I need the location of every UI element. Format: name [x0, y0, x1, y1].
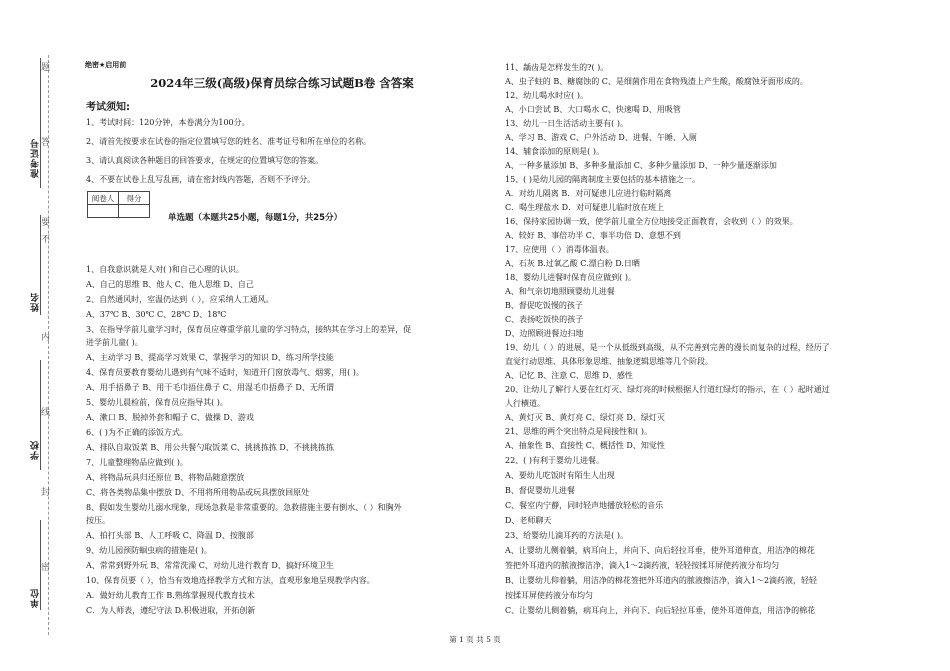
question-line: 进学前儿童( )。	[86, 338, 143, 347]
question-line: A、和气亲切地照顾婴幼儿进餐	[505, 287, 615, 296]
question-line: 4、保育员要教育婴幼儿遇到有气味不适时，知道开门窗放毒气、烟雾，用( )。	[86, 368, 364, 377]
question-line: 9、幼儿园预防蛔虫病的措施是( )。	[86, 546, 212, 555]
question-line: A、虫子蛀的 B、糖腐蚀的 C、是细菌作用在食物残渣上产生酸，酸腐蚀牙面形成的。	[505, 77, 808, 86]
question-line: C、让婴幼儿侧着躺，病耳向上，并向下、向后轻拉耳垂，使外耳道伸直，用洁净的棉花	[505, 606, 816, 615]
question-line: A、一种多量添加 B、多种多量添加 C、多种少量添加 D、一种少量逐渐添加	[505, 161, 777, 170]
question-line: C．喝生理盐水 D．对可疑患儿临时放在班上	[505, 203, 665, 212]
question-line: A、将物品玩具归还原位 B、将物品随意摆放	[86, 473, 245, 482]
question-line: A、要幼儿吃饭时有陌生人出现	[505, 471, 615, 480]
question-line: 3、在指导学前儿童学习时，保育员应尊重学前儿童的学习特点，接纳其在学习上的差异，促	[86, 325, 412, 334]
question-line: A、拍打头部 B、人工呼吸 C、降温 D、按腹部	[86, 531, 254, 540]
question-line: 6、( )为不正确的添饭方式。	[86, 428, 188, 437]
question-line: C．为人师表，遵纪守法 D.积极进取，开拓创新	[86, 606, 256, 615]
name-label: 姓名	[31, 292, 41, 312]
question-line: 5、婴幼儿晨检前，保育员应指导其( )。	[86, 398, 228, 407]
question-line: A、用手捂鼻子 B、用干毛巾捂住鼻子 C、用湿毛巾捂鼻子 D、无所谓	[86, 383, 334, 392]
question-line: 13、幼儿一日生活活动主要有( )。	[505, 119, 628, 128]
question-line: 23、给婴幼儿滴耳药的方法是( )。	[505, 531, 628, 540]
seal-char: 内	[41, 333, 51, 343]
exam-number-underline	[40, 58, 41, 188]
grader-label: 阅卷人	[88, 192, 119, 205]
question-line: A、自己的思维 B、他人 C、他人思维 D、自己	[86, 280, 254, 289]
question-line: D、边照顾进餐边扫地	[505, 329, 584, 338]
question-line: B、督促吃饭慢的孩子	[505, 301, 583, 310]
seal-char: 要	[41, 218, 51, 228]
page-footer: 第 1 页 共 5 页	[449, 635, 501, 644]
seal-char: 题	[41, 63, 51, 73]
page-title: 2024年三级(高级)保育员综合练习试题B卷 含答案	[150, 76, 414, 90]
score-box	[87, 191, 150, 218]
question-line: C、餐室内宁静，同时轻声地播放轻松的音乐	[505, 501, 664, 510]
secret-mark: 绝密★启用前	[85, 61, 127, 69]
question-line: 20、让幼儿了解行人要在红灯灭、绿灯亮的时候根据人行道红绿灯的指示，在（ ）起时通过	[505, 385, 830, 394]
question-line: A、较好 B、事倍功半 C、事半功倍 D、意想不到	[505, 231, 681, 240]
notice-item: 4、不要在试卷上乱写乱画，请在密封线内答题，否则不予评分。	[86, 175, 316, 184]
question-line: 18、婴幼儿进餐时保育员应做到( )。	[505, 273, 636, 282]
question-line: A、让婴幼儿侧着躺，病耳向上，并向下、向后轻拉耳垂，使外耳道伸直，用洁净的棉花	[505, 546, 815, 555]
question-line: A、学习 B、游戏 C、户外活动 D、进餐、午睡、入厕	[505, 133, 697, 142]
question-line: 14、辅食添加的原则是( )。	[505, 147, 604, 156]
question-line: 1、自我意识就是人对( )和自己心理的认识。	[86, 265, 244, 274]
score-label: 得分	[119, 192, 150, 205]
question-line: 按揉耳屏使药液分布均匀	[505, 591, 593, 600]
question-line: C、表扬吃饭快的孩子	[505, 315, 584, 324]
question-line: 人行横道。	[505, 399, 545, 408]
section-heading: 单选题（本题共25小题，每题1分，共25分）	[168, 213, 343, 223]
question-line: 按压。	[86, 516, 110, 525]
name-underline	[40, 215, 41, 315]
question-line: 11、龋齿是怎样发生的?( )。	[505, 63, 609, 72]
question-line: A、37℃ B、30℃ C、28℃ D、18℃	[86, 310, 227, 319]
question-line: A、小口尝试 B、大口喝水 C、快速喝 D、用吸管	[505, 105, 681, 114]
question-line: A．做好幼儿教育工作 B.熟练掌握现代教育技术	[86, 591, 255, 600]
question-line: A、排队自取饭菜 B、用公共餐勺取饭菜 C、挑挑拣拣 D、不挑挑拣拣	[86, 443, 334, 452]
question-line: D、老师聊天	[505, 516, 552, 525]
notice-heading: 考试须知:	[86, 102, 130, 113]
question-line: 2、自然通风时，室温仍达到（ ），应采纳人工通风。	[86, 295, 274, 304]
question-line: 15、( )是幼儿园的隔离制度主要包括的基本措施之一。	[505, 175, 700, 184]
notice-item: 1、考试时间：120分钟，本卷满分为100分。	[86, 118, 250, 127]
grader-cell[interactable]	[88, 205, 119, 218]
question-line: A．对幼儿隔离 B．对可疑患儿应进行临时隔离	[505, 189, 672, 198]
seal-char: 答	[41, 138, 51, 148]
question-line: A、抽象性 B、直接性 C、概括性 D、知觉性	[505, 441, 665, 450]
question-line: A、记忆 B、注意 C、思维 D、感性	[505, 371, 633, 380]
question-line: B、督促婴幼儿进餐	[505, 486, 575, 495]
seal-char: 密	[41, 563, 51, 573]
question-line: A、常常到野外玩 B、常常洗澡 C、对幼儿进行教育 D、搞好环境卫生	[86, 561, 334, 570]
question-line: 直觉行动思维、具体形象思维、抽象逻辑思维等几个阶段。	[505, 357, 713, 366]
question-line: C、将各类物品集中摆放 D、不用将所用物品或玩具摆放回原处	[86, 488, 310, 497]
question-line: 22、( )有利于婴幼儿进餐。	[505, 456, 604, 465]
question-line: 17、应使用（ ）消毒体温表。	[505, 245, 614, 254]
question-line: 19、幼儿（ ）的进展，是一个从低级到高级，从不完善到完善的漫长而复杂的过程，经历了	[505, 343, 830, 352]
question-line: 16、保持家园协调一致，使学前儿童全方位地接受正面教育，会收到（ ）的效果。	[505, 217, 798, 226]
seal-char: 不	[41, 235, 51, 245]
question-line: A、主动学习 B、提高学习效果 C、掌握学习的知识 D、练习所学技能	[86, 353, 334, 362]
unit-label: 单位	[31, 588, 41, 608]
notice-item: 3、请认真阅读各种题目的回答要求，在规定的位置填写您的答案。	[86, 156, 324, 165]
notice-item: 2、请首先按要求在试卷的指定位置填写您的姓名、准考证号和所在单位的名称。	[86, 137, 372, 146]
question-line: A、石灰 B.过氧乙酸 C.漂白粉 D.日晒	[505, 259, 640, 268]
seal-char: 线	[41, 408, 51, 418]
question-line: 签把外耳道内的脓液擦洁净，滴入1～2滴药液，轻轻按揉耳屏使药液分布均匀	[505, 561, 780, 570]
score-cell[interactable]	[119, 205, 150, 218]
question-line: A、黄灯灭 B、黄灯亮 C、绿灯亮 D、绿灯灭	[505, 413, 665, 422]
school-label: 学校	[31, 440, 41, 460]
question-line: 21、思维的两个突出特点是间接性和( )。	[505, 427, 652, 436]
seal-char: 封	[41, 488, 51, 498]
question-line: A、漱口 B、脱掉外套和帽子 C、做操 D、游戏	[86, 413, 254, 422]
question-line: 12、幼儿喝水时应( )。	[505, 91, 588, 100]
question-line: 8、假如发生婴幼儿溺水现象，现场急救是非常重要的。急救措施主要有倒水、（ ）和胸外	[86, 503, 402, 512]
binding-margin	[0, 0, 72, 671]
question-line: B、让婴幼儿仰着躺，用洁净的棉花签把外耳道内的脓液擦洁净，滴入1～2滴药液，轻轻	[505, 576, 818, 585]
question-line: 10、保育员要（ ），恰当有效地选择教学方式和方法，直观形象地呈现教学内容。	[86, 576, 375, 585]
question-line: 7、儿童整理物品应做到( )。	[86, 458, 188, 467]
exam-number-label: 准考证号	[31, 138, 41, 178]
